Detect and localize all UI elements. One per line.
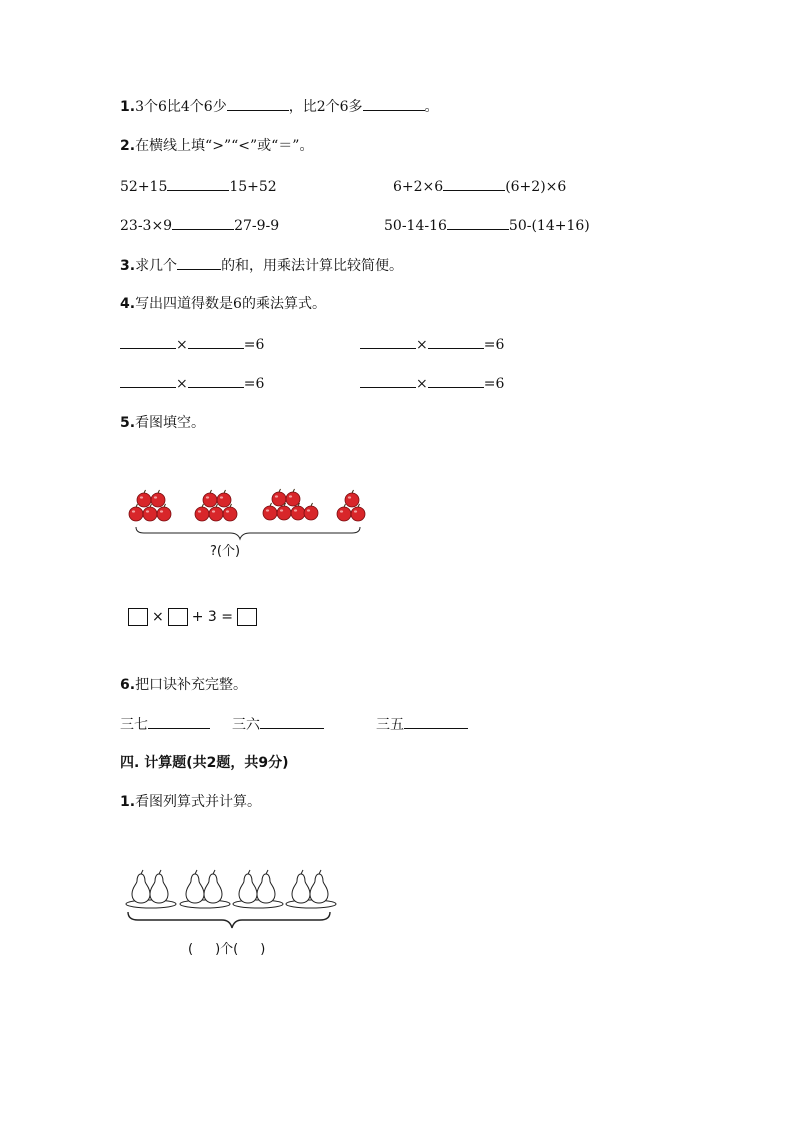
compare-item-4 <box>384 215 590 236</box>
rhyme-item-3 <box>376 714 468 735</box>
multiplication-row <box>120 334 264 355</box>
factor-blank[interactable] <box>428 373 484 388</box>
factor-blank[interactable] <box>428 334 484 349</box>
rhyme-text: 三五 <box>376 717 404 733</box>
pears-caption <box>188 938 265 957</box>
compare-item-2 <box>393 176 566 197</box>
answer-box-2[interactable] <box>168 608 188 626</box>
times-sign: × <box>416 376 428 392</box>
compare-left: 50-14-16 <box>384 218 447 234</box>
multiplication-row <box>360 334 504 355</box>
question-5 <box>120 413 205 433</box>
rhyme-text: 三六 <box>232 717 260 733</box>
question-number: 1. <box>120 99 136 115</box>
result-text: =6 <box>483 376 505 392</box>
plus-three-equals: + 3 = <box>191 609 234 625</box>
compare-right: 50-(14+16) <box>508 218 590 234</box>
compare-left: 52+15 <box>120 179 168 195</box>
answer-box-1[interactable] <box>128 608 148 626</box>
answer-blank-1[interactable] <box>227 96 289 111</box>
pear-group-1 <box>132 870 168 903</box>
section-heading: 四. 计算题(共2题，共9分) <box>120 755 289 771</box>
factor-blank[interactable] <box>120 334 176 349</box>
pear-group-2 <box>186 870 222 903</box>
apple-group-3 <box>263 489 318 520</box>
question-4 <box>120 294 326 314</box>
question-end: 。 <box>424 99 439 115</box>
compare-right: 15+52 <box>229 179 277 195</box>
rhyme-item-2 <box>232 714 324 735</box>
question-number: 1. <box>120 794 136 810</box>
compare-right: (6+2)×6 <box>505 179 567 195</box>
caption-paren-close: ) <box>260 942 266 957</box>
result-text: =6 <box>483 337 505 353</box>
question-text: 看图填空。 <box>135 415 206 431</box>
rhyme-item-1 <box>120 714 210 735</box>
plate <box>233 900 283 908</box>
question-3 <box>120 255 403 276</box>
apple-group-2 <box>195 490 237 521</box>
rhyme-text: 三七 <box>120 717 148 733</box>
compare-blank[interactable] <box>172 215 234 230</box>
question-number: 2. <box>120 138 136 154</box>
brace <box>136 527 360 539</box>
equation-row <box>128 608 257 626</box>
times-sign: × <box>176 376 188 392</box>
question-1 <box>120 96 439 117</box>
plate <box>286 900 336 908</box>
apples-illustration <box>120 485 380 545</box>
pear-group-3 <box>239 870 275 903</box>
times-sign: × <box>152 609 164 625</box>
compare-item-1 <box>120 176 277 197</box>
question-text: 看图列算式并计算。 <box>135 794 262 810</box>
question-text: 写出四道得数是6的乘法算式。 <box>135 296 326 312</box>
question-text: 把口诀补充完整。 <box>135 677 248 693</box>
result-text: =6 <box>243 337 265 353</box>
question-text: 在横线上填“>”“<”或“＝”。 <box>135 138 314 154</box>
question-text-a: 3个6比4个6少 <box>135 99 227 115</box>
rhyme-blank[interactable] <box>260 714 324 729</box>
pears-illustration <box>124 868 340 934</box>
apple-group-4 <box>337 490 365 521</box>
plate <box>180 900 230 908</box>
answer-box-3[interactable] <box>237 608 257 626</box>
question-number: 5. <box>120 415 136 431</box>
compare-blank[interactable] <box>447 215 509 230</box>
calc-question-1 <box>120 792 261 812</box>
times-sign: × <box>176 337 188 353</box>
rhyme-blank[interactable] <box>148 714 210 729</box>
factor-blank[interactable] <box>360 334 416 349</box>
times-sign: × <box>416 337 428 353</box>
result-text: =6 <box>243 376 265 392</box>
question-number: 4. <box>120 296 136 312</box>
compare-item-3 <box>120 215 279 236</box>
multiplication-row <box>360 373 504 394</box>
question-text-a: 求几个 <box>135 258 178 274</box>
question-text-b: ，比2个6多 <box>288 99 363 115</box>
rhyme-blank[interactable] <box>404 714 468 729</box>
factor-blank[interactable] <box>360 373 416 388</box>
compare-right: 27-9-9 <box>234 218 280 234</box>
factor-blank[interactable] <box>188 334 244 349</box>
brace <box>128 912 330 928</box>
answer-blank-2[interactable] <box>363 96 425 111</box>
question-text-b: 的和，用乘法计算比较简便。 <box>221 258 404 274</box>
compare-blank[interactable] <box>167 176 229 191</box>
plate <box>126 900 176 908</box>
caption-middle: )个( <box>215 942 239 957</box>
apple-group-1 <box>129 490 171 521</box>
compare-left: 23-3×9 <box>120 218 173 234</box>
question-number: 6. <box>120 677 136 693</box>
factor-blank[interactable] <box>188 373 244 388</box>
compare-blank[interactable] <box>443 176 505 191</box>
question-2 <box>120 136 313 156</box>
pear-group-4 <box>292 870 328 903</box>
caption-paren-open: ( <box>188 942 194 957</box>
compare-left: 6+2×6 <box>393 179 444 195</box>
factor-blank[interactable] <box>120 373 176 388</box>
multiplication-row <box>120 373 264 394</box>
question-6 <box>120 675 247 695</box>
answer-blank[interactable] <box>177 255 221 270</box>
question-number: 3. <box>120 258 136 274</box>
apples-caption: ?(个) <box>210 544 241 559</box>
